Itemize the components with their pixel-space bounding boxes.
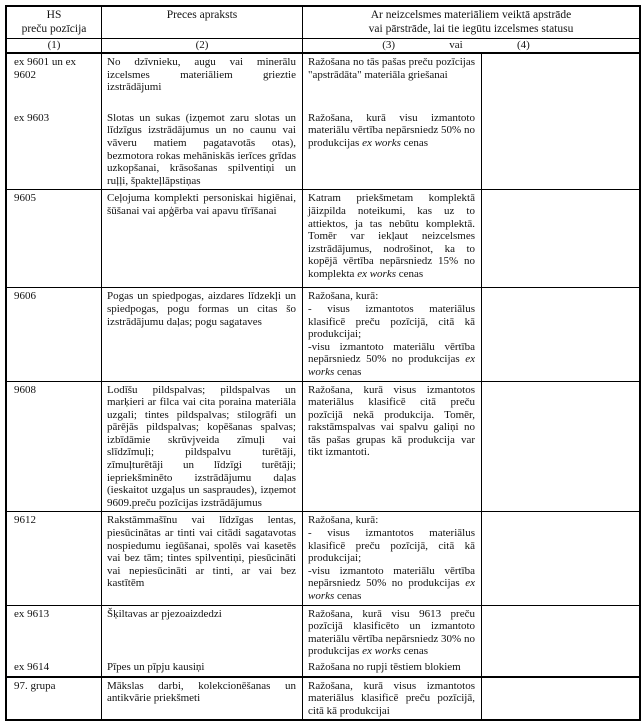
table-row (7, 511, 639, 604)
description-cell: Pīpes un pīpju kausiņi (101, 660, 302, 676)
table-row (7, 381, 639, 512)
hs-code-cell: ex 9614 (14, 660, 50, 673)
description-cell: Slotas un sukas (izņemot zaru slotas un līdzīgus izstrādājumus un no caunu vai vāveru matiem pagatavotās otas), bezmotora rokas mehāniskās ierīces grīdas uzkopšanai, krāsošanas spilventiņi un ruļļi, špakteļlāpstiņas (101, 96, 302, 190)
header-processing-column: Ar neizcelsmes materiāliem veiktā apstrāde vai pārstrāde, lai tie iegūtu izcelsmes statusu (302, 7, 639, 38)
empty-column-cell (481, 606, 639, 676)
empty-column-cell (481, 54, 639, 189)
header-hs-column: HS preču pozīcija (21, 9, 87, 35)
header-description-column: Preces apraksts (101, 7, 302, 38)
hs-code-cell: ex 9613 (14, 607, 50, 620)
hs-code-cell: 97. grupa (14, 679, 56, 692)
description-cell: Lodīšu pildspalvas; pildspalvas un marķieri ar filca vai cita poraina materiāla uzgali; tintes pildspalvas; stilogrāfi un pārējās pildspalvas; kopēšanas spalvas; izbīdāmie skrūvjveida zīmuļi vai slīdzīmuļi; pildspalvu turētāji, zīmuļturētāji un līdzīgi turētāji; iepriekšminēto izstrādājumu daļas (ieskaitot uzgaļus un saspraudes), izņemot 9609.preču pozīcijas izstrādājumus (101, 382, 302, 512)
table-header-row (7, 7, 639, 39)
column-number-1: (1) (47, 39, 61, 51)
column-number-4: (4) (516, 39, 530, 51)
rule-cell: Ražošana, kurā visu 9613 preču pozīcijā klasificēto un izmantoto materiālu vērtība nepārsniedz 30% no produkcijas ex works cenas (302, 606, 481, 660)
empty-column-cell (481, 190, 639, 287)
empty-column-cell (481, 678, 639, 720)
empty-column-cell (481, 288, 639, 380)
description-cell: Pogas un spiedpogas, aizdares līdzekļi un spiedpogas, pogu formas un citas šo izstrādājumu daļas; pogu sagataves (101, 288, 302, 380)
hs-code-cell: 9612 (14, 514, 36, 527)
hs-code-cell: 9605 (14, 192, 36, 205)
table-row (7, 54, 639, 189)
rule-cell: Ražošana, kurā visus izmantotos materiālus klasificē preču pozīcijā, citā kā produkcijai (302, 678, 481, 720)
rule-cell: Katram priekšmetam komplektā jāizpilda noteikumi, kas uz to attiektos, ja tas nebūtu komplektā. Tomēr var iekļaut neizcelsmes izstrādājumus, nodrošinot, ka to kopējā vērtība nepārsniedz 15% no komplekta ex works cenas (302, 190, 481, 287)
rule-cell: Ražošana no rupji tēstiem blokiem (302, 660, 481, 676)
table-row (7, 676, 639, 720)
origin-rules-table (5, 5, 641, 721)
column-number-vai: vai (449, 39, 463, 51)
rule-cell: Ražošana no tās pašas preču pozīcijas "apstrādāta" materiāla griešanai (302, 54, 481, 96)
table-row (7, 605, 639, 676)
hs-code-cell: 9606 (14, 290, 36, 303)
column-number-row (7, 39, 639, 54)
rule-cell: Ražošana, kurā: - visus izmantotos materiālus klasificē preču pozīcijā, citā kā produkcijai; -visu izmantoto materiālu vērtība nepārsniedz 50% no produkcijas ex works cenas (302, 512, 481, 604)
hs-code-cell: 9608 (14, 383, 36, 396)
description-cell: Rakstāmmašīnu vai līdzīgas lentas, piesūcinātas ar tinti vai citādi sagatavotas nospiedumu iegūšanai, spolēs vai kasetēs vai bez tām; tintes spilventiņi, piesūcināti vai nepiesūcināti ar tinti, ar vai bez kastītēm (101, 512, 302, 604)
rule-cell: Ražošana, kurā visus izmantotos materiālus klasificē citā preču pozīcijā nekā produkcija. Tomēr, rakstāmspalvas vai spalvu galiņi no tās pašas grupas kā produkcija var tikt izmantoti. (302, 382, 481, 512)
empty-column-cell (481, 512, 639, 604)
table-row (7, 189, 639, 287)
description-cell: Ceļojuma komplekti personiskai higiēnai, šūšanai vai apģērba vai apavu tīrīšanai (101, 190, 302, 287)
hs-code-cell: ex 9601 un ex 9602 (14, 56, 77, 81)
column-number-2: (2) (101, 39, 302, 52)
rule-cell: Ražošana, kurā visu izmantoto materiālu vērtība nepārsniedz 50% no produkcijas ex works cenas (302, 96, 481, 190)
column-number-3-4 (302, 39, 639, 52)
description-cell: Šķiltavas ar pjezoaizdedzi (101, 606, 302, 660)
empty-column-cell (481, 382, 639, 512)
table-row (7, 287, 639, 380)
column-number-3: (3) (382, 39, 396, 51)
description-cell: Mākslas darbi, kolekcionēšanas un antikvārie priekšmeti (101, 678, 302, 720)
rule-cell: Ražošana, kurā: - visus izmantotos materiālus klasificē preču pozīcijā, citā kā produkcijai; -visu izmantoto materiālu vērtība nepārsniedz 50% no produkcijas ex works cenas (302, 288, 481, 380)
hs-code-cell: ex 9603 (14, 111, 50, 124)
description-cell: No dzīvnieku, augu vai minerālu izcelsmes materiāliem grieztie izstrādājumi (101, 54, 302, 96)
